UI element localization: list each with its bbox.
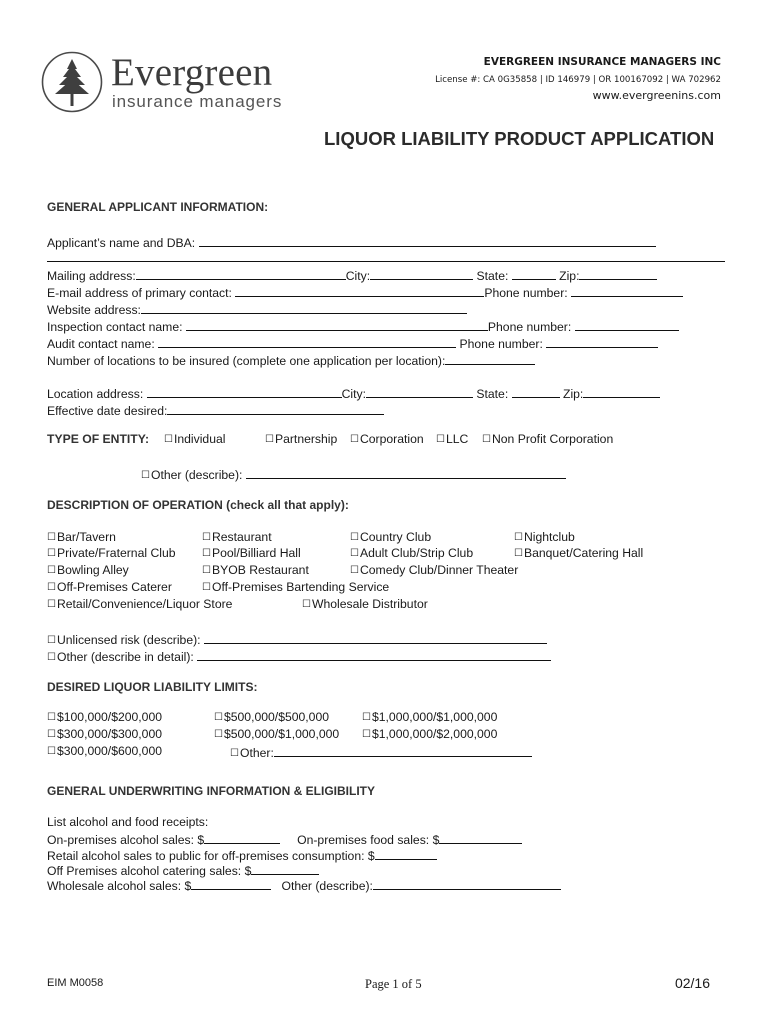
location-zip-label: Zip: [563, 387, 584, 401]
location-state-field[interactable] [512, 385, 560, 398]
operation-pool-hall[interactable]: ☐Pool/Billiard Hall [202, 546, 301, 560]
checkbox-icon[interactable]: ☐ [214, 712, 223, 723]
inspection-phone-field[interactable] [575, 318, 679, 331]
checkbox-icon[interactable]: ☐ [265, 434, 274, 445]
checkbox-icon[interactable]: ☐ [362, 712, 371, 723]
operation-byob-restaurant[interactable]: ☐BYOB Restaurant [202, 563, 309, 577]
zip-label: Zip: [559, 269, 580, 283]
offprem-catering-row [47, 862, 319, 878]
checkbox-icon[interactable]: ☐ [202, 565, 211, 576]
wholesale-field[interactable] [191, 877, 271, 890]
email-label: E-mail address of primary contact: [47, 286, 232, 300]
audit-phone-label: Phone number: [459, 337, 543, 351]
evergreen-logo-mark [41, 51, 103, 113]
section-heading-general: GENERAL APPLICANT INFORMATION: [47, 200, 269, 214]
locations-count-row [47, 352, 535, 368]
checkbox-icon[interactable]: ☐ [230, 748, 239, 759]
checkbox-icon[interactable]: ☐ [47, 635, 56, 646]
checkbox-icon[interactable]: ☐ [362, 729, 371, 740]
checkbox-icon[interactable]: ☐ [202, 532, 211, 543]
email-row [47, 284, 683, 300]
applicant-name-field[interactable] [199, 234, 656, 247]
location-address-field[interactable] [147, 385, 342, 398]
effective-date-label: Effective date desired: [47, 404, 168, 418]
checkbox-icon[interactable]: ☐ [514, 548, 523, 559]
wholesale-label: Wholesale alcohol sales: $ [47, 879, 192, 893]
onprem-sales-row [47, 831, 522, 847]
inspection-contact-label: Inspection contact name: [47, 320, 183, 334]
zip-field[interactable] [579, 267, 657, 280]
entity-other-field[interactable] [246, 466, 566, 479]
checkbox-icon[interactable]: ☐ [47, 746, 56, 757]
limit-other-field[interactable] [274, 744, 532, 757]
audit-phone-field[interactable] [546, 335, 658, 348]
entity-type-label: TYPE OF ENTITY: [47, 432, 150, 446]
checkbox-icon[interactable]: ☐ [202, 548, 211, 559]
checkbox-icon[interactable]: ☐ [436, 434, 445, 445]
location-city-label: City: [341, 387, 366, 401]
phone-label: Phone number: [484, 286, 568, 300]
retail-offprem-row [47, 847, 437, 863]
section-heading-operation: DESCRIPTION OF OPERATION (check all that apply): [47, 498, 349, 512]
website-row [47, 301, 467, 317]
effective-date-field[interactable] [167, 402, 384, 415]
checkbox-icon[interactable]: ☐ [47, 652, 56, 663]
entity-option-partnership[interactable]: ☐Partnership [265, 432, 338, 446]
limit-500k-1m[interactable]: ☐$500,000/$1,000,000 [214, 727, 340, 741]
operation-bowling-alley[interactable]: ☐Bowling Alley [47, 563, 129, 577]
section-heading-limits: DESIRED LIQUOR LIABILITY LIMITS: [47, 680, 258, 694]
page-number: Page 1 of 5 [365, 977, 422, 991]
city-label: City: [345, 269, 371, 283]
checkbox-icon[interactable]: ☐ [350, 532, 359, 543]
operation-banquet-hall[interactable]: ☐Banquet/Catering Hall [514, 546, 644, 560]
limit-1m-1m[interactable]: ☐$1,000,000/$1,000,000 [362, 710, 498, 724]
entity-option-nonprofit[interactable]: ☐Non Profit Corporation [482, 432, 614, 446]
checkbox-icon[interactable]: ☐ [47, 532, 56, 543]
license-numbers: License #: CA 0G35858 | ID 146979 | OR 100167092 | WA 702962 [435, 75, 721, 85]
location-state-label: State: [476, 387, 509, 401]
unlicensed-risk-field[interactable] [204, 631, 547, 644]
checkbox-icon[interactable]: ☐ [514, 532, 523, 543]
offprem-catering-field[interactable] [251, 862, 319, 875]
limit-other[interactable]: ☐Other: [230, 744, 532, 760]
mailing-address-field[interactable] [136, 267, 346, 280]
checkbox-icon[interactable]: ☐ [482, 434, 491, 445]
checkbox-icon[interactable]: ☐ [202, 582, 211, 593]
locations-count-field[interactable] [445, 352, 535, 365]
operation-bar-tavern[interactable]: ☐Bar/Tavern [47, 530, 116, 544]
checkbox-icon[interactable]: ☐ [47, 582, 56, 593]
checkbox-icon[interactable]: ☐ [47, 548, 56, 559]
operation-private-club[interactable]: ☐Private/Fraternal Club [47, 546, 176, 560]
retail-offprem-label: Retail alcohol sales to public for off-premises consumption: $ [47, 849, 375, 863]
company-name: EVERGREEN INSURANCE MANAGERS INC [483, 56, 721, 68]
onprem-food-label: On-premises food sales: $ [297, 833, 440, 847]
underwriting-other-field[interactable] [373, 877, 561, 890]
phone-field[interactable] [571, 284, 683, 297]
website-field[interactable] [141, 301, 467, 314]
entity-option-llc[interactable]: ☐LLC [436, 432, 469, 446]
checkbox-icon[interactable]: ☐ [47, 729, 56, 740]
audit-contact-label: Audit contact name: [47, 337, 155, 351]
other-operation-field[interactable] [197, 648, 551, 661]
onprem-alcohol-label: On-premises alcohol sales: $ [47, 833, 205, 847]
mailing-address-row [47, 267, 657, 283]
operation-wholesale-distributor[interactable]: ☐Wholesale Distributor [302, 597, 428, 611]
form-date: 02/16 [674, 975, 710, 991]
inspection-contact-row [47, 318, 679, 334]
state-field[interactable] [512, 267, 556, 280]
checkbox-icon[interactable]: ☐ [164, 434, 173, 445]
entity-option-individual[interactable]: ☐Individual [164, 432, 226, 446]
wholesale-row [47, 877, 561, 893]
operation-adult-club[interactable]: ☐Adult Club/Strip Club [350, 546, 474, 560]
limit-300k-300k[interactable]: ☐$300,000/$300,000 [47, 727, 163, 741]
entity-option-corporation[interactable]: ☐Corporation [350, 432, 424, 446]
form-id: EIM M0058 [47, 977, 104, 989]
checkbox-icon[interactable]: ☐ [214, 729, 223, 740]
limit-300k-600k[interactable]: ☐$300,000/$600,000 [47, 744, 163, 758]
unlicensed-risk-row[interactable]: ☐Unlicensed risk (describe): [47, 631, 547, 647]
applicant-name-row [47, 234, 656, 250]
onprem-food-field[interactable] [439, 831, 522, 844]
operation-offprem-bartending[interactable]: ☐Off-Premises Bartending Service [202, 580, 390, 594]
entity-option-other[interactable]: ☐Other (describe): [141, 466, 566, 482]
applicant-name-label: Applicant’s name and DBA: [47, 236, 196, 250]
mailing-address-label: Mailing address: [47, 269, 136, 283]
checkbox-icon[interactable]: ☐ [47, 712, 56, 723]
operation-restaurant[interactable]: ☐Restaurant [202, 530, 272, 544]
checkbox-icon[interactable]: ☐ [350, 565, 359, 576]
limit-500k-500k[interactable]: ☐$500,000/$500,000 [214, 710, 330, 724]
onprem-alcohol-field[interactable] [204, 831, 280, 844]
operation-country-club[interactable]: ☐Country Club [350, 530, 432, 544]
checkbox-icon[interactable]: ☐ [302, 599, 311, 610]
limit-100k-200k[interactable]: ☐$100,000/$200,000 [47, 710, 163, 724]
brand-wordmark: Evergreen [111, 51, 273, 94]
operation-nightclub[interactable]: ☐Nightclub [514, 530, 575, 544]
city-field[interactable] [370, 267, 473, 280]
audit-contact-row [47, 335, 658, 351]
retail-offprem-field[interactable] [375, 847, 437, 860]
checkbox-icon[interactable]: ☐ [47, 599, 56, 610]
other-operation-row[interactable]: ☐Other (describe in detail): [47, 648, 551, 664]
company-website: www.evergreenins.com [592, 89, 721, 102]
receipts-label: List alcohol and food receipts: [47, 815, 209, 829]
location-zip-field[interactable] [583, 385, 660, 398]
effective-date-row [47, 402, 384, 418]
underwriting-other-label: Other (describe): [281, 879, 373, 893]
brand-tagline: insurance managers [112, 92, 283, 111]
offprem-catering-label: Off Premises alcohol catering sales: $ [47, 864, 252, 878]
operation-comedy-club[interactable]: ☐Comedy Club/Dinner Theater [350, 563, 519, 577]
section-heading-underwriting: GENERAL UNDERWRITING INFORMATION & ELIGIBILITY [47, 784, 375, 798]
applicant-name-field-2[interactable] [47, 261, 725, 262]
checkbox-icon[interactable]: ☐ [47, 565, 56, 576]
location-city-field[interactable] [366, 385, 473, 398]
checkbox-icon[interactable]: ☐ [141, 470, 150, 481]
location-address-label: Location address: [47, 387, 144, 401]
website-label: Website address: [47, 303, 141, 317]
location-address-row [47, 385, 660, 401]
operation-retail-store[interactable]: ☐Retail/Convenience/Liquor Store [47, 597, 233, 611]
checkbox-icon[interactable]: ☐ [350, 434, 359, 445]
operation-offprem-caterer[interactable]: ☐Off-Premises Caterer [47, 580, 172, 594]
page-title: LIQUOR LIABILITY PRODUCT APPLICATION [324, 128, 715, 149]
inspection-phone-label: Phone number: [487, 320, 572, 334]
email-field[interactable] [235, 284, 484, 297]
state-label: State: [476, 269, 509, 283]
inspection-contact-field[interactable] [186, 318, 488, 331]
locations-count-label: Number of locations to be insured (complete one application per location): [47, 354, 446, 368]
limit-1m-2m[interactable]: ☐$1,000,000/$2,000,000 [362, 727, 498, 741]
checkbox-icon[interactable]: ☐ [350, 548, 359, 559]
audit-contact-field[interactable] [158, 335, 456, 348]
